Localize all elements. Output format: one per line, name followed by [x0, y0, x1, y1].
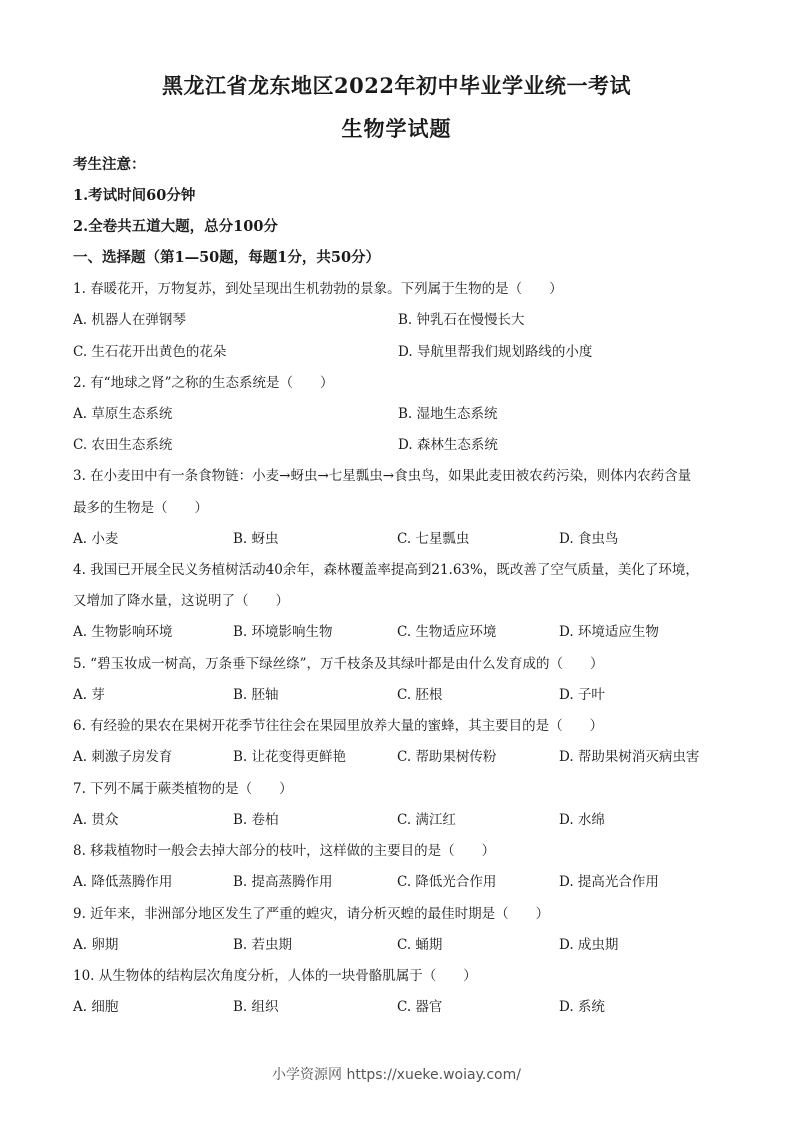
question-2-option-c: C. 农田生态系统: [73, 437, 173, 453]
question-7-stem: 7. 下列不属于蕨类植物的是（ ）: [73, 781, 293, 797]
question-8-option-c: C. 降低光合作用: [397, 874, 497, 890]
question-6-option-c: C. 帮助果树传粉: [397, 749, 497, 765]
question-6-option-d: D. 帮助果树消灭病虫害: [559, 749, 700, 765]
notice-item-1: 1.考试时间60分钟: [73, 187, 196, 204]
question-8-option-a: A. 降低蒸腾作用: [73, 874, 173, 890]
question-2-stem: 2. 有“地球之肾”之称的生态系统是（ ）: [73, 375, 334, 391]
question-10-option-b: B. 组织: [233, 999, 279, 1015]
question-4-option-c: C. 生物适应环境: [397, 624, 497, 640]
question-1-option-d: D. 导航里帮我们规划路线的小度: [398, 344, 593, 360]
question-2-option-b: B. 湿地生态系统: [398, 406, 498, 422]
notice-heading: 考生注意：: [73, 156, 146, 173]
question-9-option-c: C. 蛹期: [397, 937, 443, 953]
question-3-stem-cont: 最多的生物是（ ）: [73, 500, 208, 516]
question-5-option-c: C. 胚根: [397, 687, 443, 703]
question-3-stem: 3. 在小麦田中有一条食物链：小麦→蚜虫→七星瓢虫→食虫鸟，如果此麦田被农药污染，则体内农药含量: [73, 468, 692, 484]
question-2-option-a: A. 草原生态系统: [73, 406, 173, 422]
question-1-stem: 1. 春暖花开，万物复苏，到处呈现出生机勃勃的景象。下列属于生物的是（ ）: [73, 281, 563, 297]
exam-title: 黑龙江省龙东地区2022年初中毕业学业统一考试: [162, 73, 631, 98]
question-6-option-a: A. 刺激子房发育: [73, 749, 173, 765]
question-6-option-b: B. 让花变得更鲜艳: [233, 749, 347, 765]
question-6-stem: 6. 有经验的果农在果树开花季节往往会在果园里放养大量的蜜蜂，其主要目的是（ ）: [73, 718, 604, 734]
question-7-option-a: A. 贯众: [73, 812, 119, 828]
question-1-option-a: A. 机器人在弹钢琴: [73, 312, 186, 328]
question-3-option-c: C. 七星瓢虫: [397, 531, 470, 547]
question-5-stem: 5. “碧玉妆成一树高，万条垂下绿丝绦”，万千枝条及其绿叶都是由什么发育成的（ ）: [73, 656, 604, 672]
question-9-option-a: A. 卵期: [73, 937, 119, 953]
question-8-stem: 8. 移栽植物时一般会去掉大部分的枝叶，这样做的主要目的是（ ）: [73, 843, 496, 859]
question-10-option-a: A. 细胞: [73, 999, 119, 1015]
question-9-option-b: B. 若虫期: [233, 937, 293, 953]
question-2-option-d: D. 森林生态系统: [398, 437, 498, 453]
question-5-option-d: D. 子叶: [559, 687, 605, 703]
question-7-option-c: C. 满江红: [397, 812, 456, 828]
question-8-option-b: B. 提高蒸腾作用: [233, 874, 333, 890]
question-4-option-b: B. 环境影响生物: [233, 624, 333, 640]
question-4-option-d: D. 环境适应生物: [559, 624, 659, 640]
question-5-option-a: A. 芽: [73, 687, 105, 703]
question-1-option-b: B. 钟乳石在慢慢长大: [398, 312, 525, 328]
question-4-stem: 4. 我国已开展全民义务植树活动40余年，森林覆盖率提高到21.63%，既改善了空气质量，美化了环境，: [73, 562, 699, 578]
notice-item-2: 2.全卷共五道大题，总分100分: [73, 218, 278, 235]
section-heading: 一、选择题（第1—50题，每题1分，共50分）: [73, 249, 381, 266]
question-7-option-b: B. 卷柏: [233, 812, 279, 828]
question-3-option-b: B. 蚜虫: [233, 531, 279, 547]
question-3-option-d: D. 食虫鸟: [559, 531, 619, 547]
exam-subtitle: 生物学试题: [341, 116, 452, 141]
question-1-option-c: C. 生石花开出黄色的花朵: [73, 344, 227, 360]
question-8-option-d: D. 提高光合作用: [559, 874, 659, 890]
question-5-option-b: B. 胚轴: [233, 687, 279, 703]
question-7-option-d: D. 水绵: [559, 812, 605, 828]
question-10-stem: 10. 从生物体的结构层次角度分析，人体的一块骨骼肌属于（ ）: [73, 968, 477, 984]
footer-watermark: 小学资源网 https://xueke.woiay.com/: [272, 1067, 521, 1083]
question-3-option-a: A. 小麦: [73, 531, 119, 547]
question-9-option-d: D. 成虫期: [559, 937, 619, 953]
question-4-stem-cont: 又增加了降水量，这说明了（ ）: [73, 593, 289, 609]
question-10-option-d: D. 系统: [559, 999, 605, 1015]
question-4-option-a: A. 生物影响环境: [73, 624, 173, 640]
question-10-option-c: C. 器官: [397, 999, 443, 1015]
question-9-stem: 9. 近年来，非洲部分地区发生了严重的蝗灾，请分析灭蝗的最佳时期是（ ）: [73, 906, 550, 922]
